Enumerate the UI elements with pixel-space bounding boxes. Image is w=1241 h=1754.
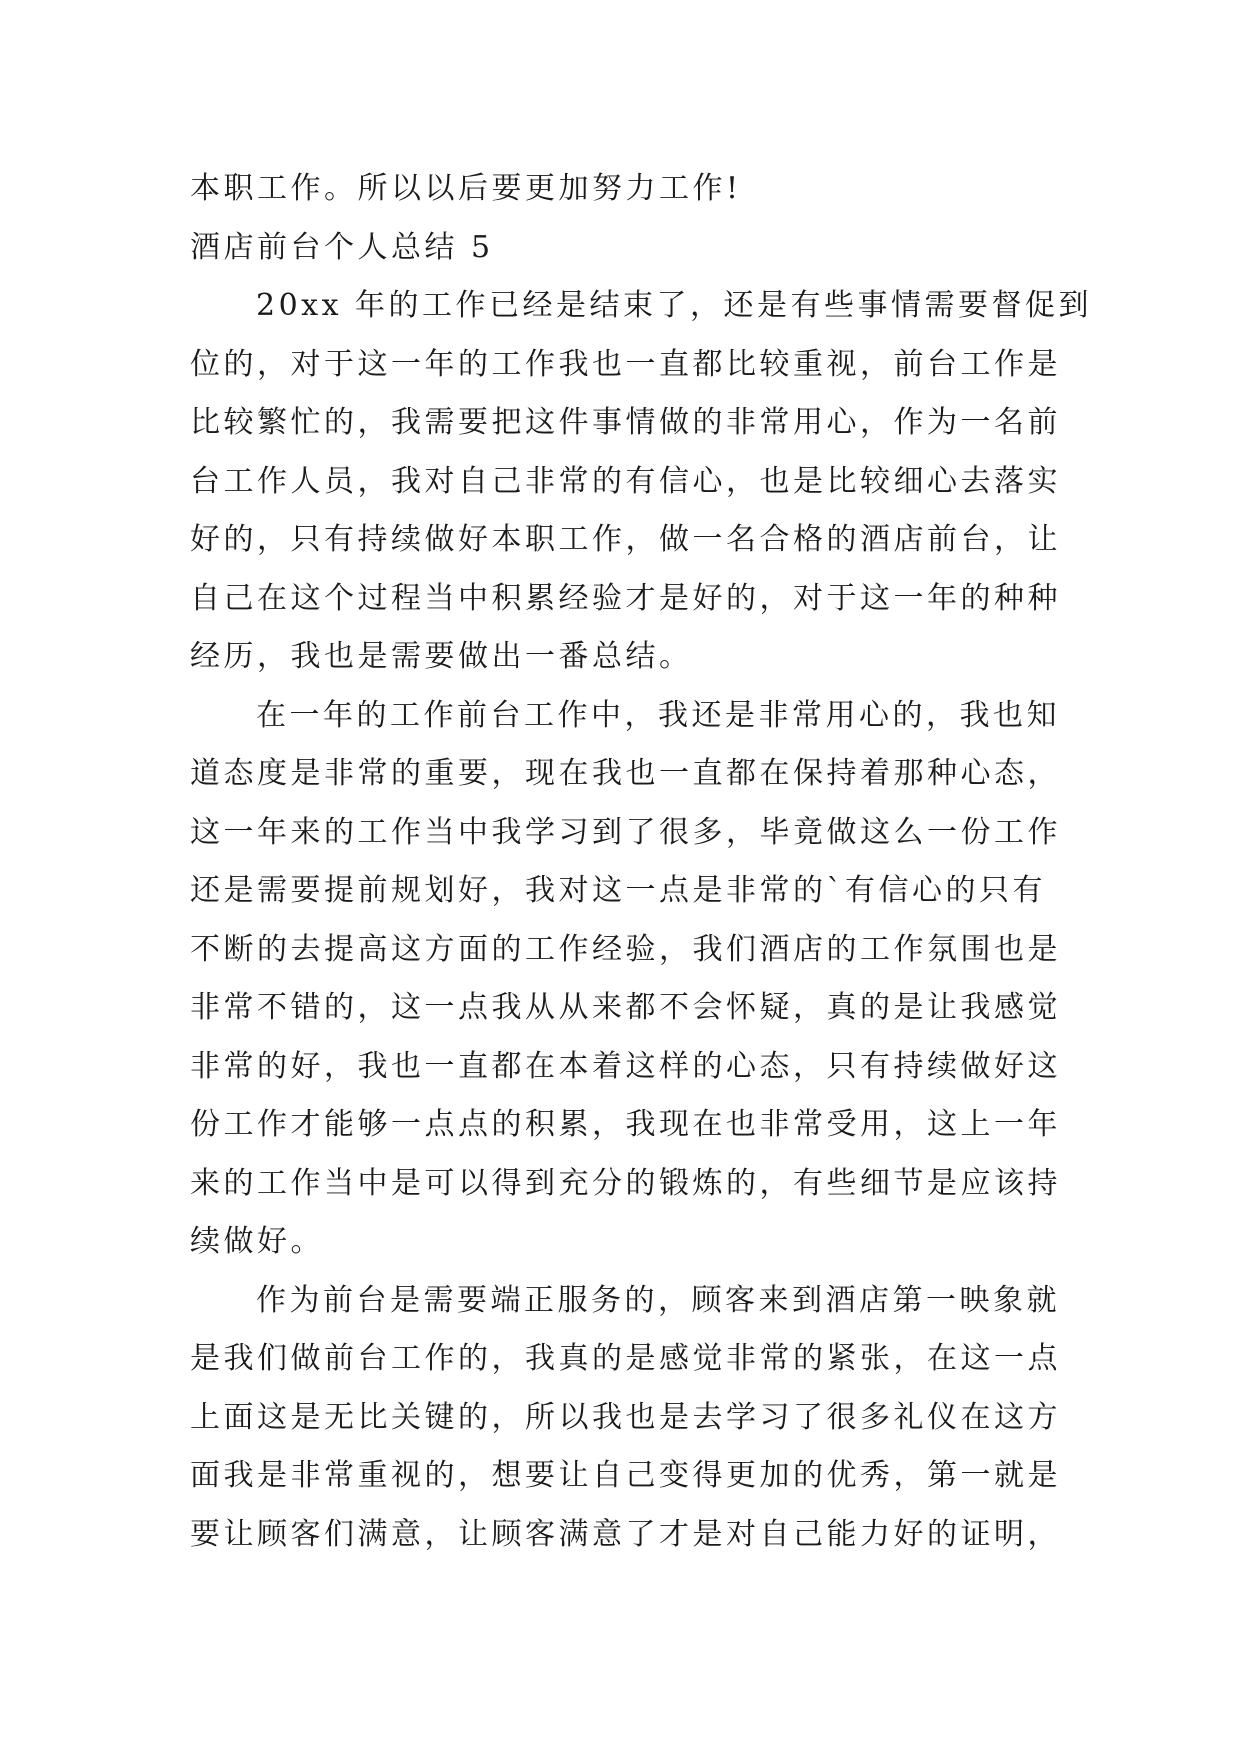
document-body xyxy=(190,160,1093,1564)
text-line: 本职工作。所以以后要更加努力工作! xyxy=(190,171,742,206)
text-line: 面我是非常重视的，想要让自己变得更加的优秀，第一就是 xyxy=(190,1458,1061,1493)
text-line: 要让顾客们满意，让顾客满意了才是对自己能力好的证明， xyxy=(190,1516,1061,1552)
text-line: 非常的好，我也一直都在本着这样的心态，只有持续做好这 xyxy=(190,1048,1061,1084)
text-line: 好的，只有持续做好本职工作，做一名合格的酒店前台，让 xyxy=(190,522,1061,557)
text-line: 道态度是非常的重要，现在我也一直都在保持着那种心态， xyxy=(190,756,1061,791)
text-line: 续做好。 xyxy=(190,1224,324,1259)
text-line: 20xx 年的工作已经是结束了，还是有些事情需要督促到 xyxy=(256,288,1093,323)
text-line: 这一年来的工作当中我学习到了很多，毕竟做这么一份工作 xyxy=(190,814,1061,850)
text-line: 非常不错的，这一点我从从来都不会怀疑，真的是让我感觉 xyxy=(190,990,1061,1025)
text-line: 台工作人员，我对自己非常的有信心，也是比较细心去落实 xyxy=(190,463,1061,499)
text-line: 在一年的工作前台工作中，我还是非常用心的，我也知 xyxy=(256,697,1060,733)
text-line: 份工作才能够一点点的积累，我现在也非常受用，这上一年 xyxy=(190,1107,1061,1142)
text-line: 是我们做前台工作的，我真的是感觉非常的紧张，在这一点 xyxy=(190,1341,1061,1376)
text-line: 位的，对于这一年的工作我也一直都比较重视，前台工作是 xyxy=(190,346,1061,382)
text-line: 来的工作当中是可以得到充分的锻炼的，有些细节是应该持 xyxy=(190,1165,1061,1201)
text-line: 不断的去提高这方面的工作经验，我们酒店的工作氛围也是 xyxy=(190,931,1061,967)
text-line: 还是需要提前规划好，我对这一点是非常的`有信心的只有 xyxy=(190,873,1046,908)
text-line: 作为前台是需要端正服务的，顾客来到酒店第一映象就 xyxy=(256,1282,1060,1318)
text-line: 自己在这个过程当中积累经验才是好的，对于这一年的种种 xyxy=(190,580,1061,616)
text-line: 上面这是无比关键的，所以我也是去学习了很多礼仪在这方 xyxy=(190,1399,1061,1435)
text-line: 比较繁忙的，我需要把这件事情做的非常用心，作为一名前 xyxy=(190,405,1061,440)
text-line: 经历，我也是需要做出一番总结。 xyxy=(190,639,693,674)
text-line: 酒店前台个人总结 5 xyxy=(190,229,494,265)
